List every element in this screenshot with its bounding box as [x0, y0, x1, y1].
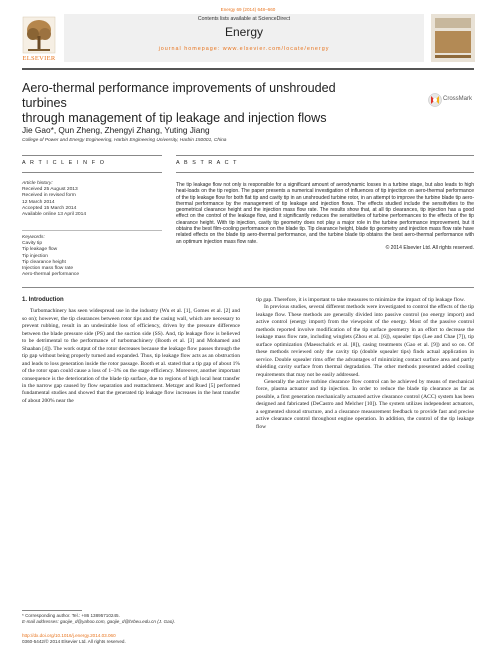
- affiliation: College of Power and Energy Engineering, Harbin Engineering University, Harbin 150001, China: [22, 138, 227, 143]
- info-rule-sep: [22, 230, 162, 231]
- body-paragraph: In previous studies, several different methods were investigated to control the effects of the tip leakage flow. These methods are generally divided into passive control (no energy import) and active control (energy import) from the viewpoint of the energy. Most of the passive control methods reported involve modification of the tip surface geometry in an effort to decrease the leakage mass flow rate, including winglets (Zhou et al. [6]), squealer tips (Lee and Chae [7]), tip surface optimization (Maesschalck et al. [8]), casing treatments (Gao et al. [9]) and so on. Of these methods reviewed only the cavity tip (double squealer tips) finds actual application in service. Double squealer rims offer the advantages of minimizing contact surface area and partly shielding cavity surface from thermal degradation. The other methods presented added cooling requirements that may not be easily addressed.: [256, 304, 474, 378]
- abstract-rule-mid: [176, 172, 474, 173]
- article-history: [22, 181, 162, 218]
- history-item: Received in revised form: [22, 193, 76, 199]
- abstract-heading: A B S T R A C T: [176, 160, 239, 166]
- keyword-item: Tip leakage flow: [22, 247, 58, 253]
- journal-cover-image: [431, 14, 475, 62]
- section-heading-introduction: 1. Introduction: [22, 297, 64, 303]
- journal-citation[interactable]: Energy 69 (2014) 648–660: [220, 7, 276, 12]
- journal-name: Energy: [224, 25, 264, 39]
- elsevier-logo: [22, 16, 56, 64]
- abstract-text: [176, 182, 474, 251]
- body-paragraph: tip gap. Therefore, it is important to take measures to minimize the impact of tip leakage flow.: [256, 297, 465, 303]
- abstract-rule-top: [176, 155, 474, 156]
- issn-line: 0360-5442/© 2014 Elsevier Ltd. All rights reserved.: [22, 638, 126, 644]
- header-rule: [22, 68, 474, 70]
- keyword-item: Injection mass flow rate: [22, 266, 74, 272]
- crossmark-badge[interactable]: [428, 92, 474, 108]
- crossmark-icon: [428, 93, 442, 107]
- email-note[interactable]: E-mail addresses: gaojie_d@yahoo.com, gaojie_d@hrbeu.edu.cn (J. Gao).: [22, 618, 176, 624]
- footnote-rule: [22, 610, 82, 611]
- history-item: Received 25 August 2013: [22, 187, 78, 193]
- keyword-item: Aero-thermal performance: [22, 272, 80, 278]
- history-item: Accepted 15 March 2014: [22, 205, 77, 211]
- front-matter-rule: [22, 287, 474, 288]
- copyright: © 2014 Elsevier Ltd. All rights reserved.: [385, 244, 474, 251]
- keywords-block: [22, 235, 162, 278]
- footnotes: [22, 613, 262, 625]
- body-column-right: [256, 297, 474, 431]
- history-label: Article history:: [22, 181, 53, 186]
- keyword-item: Tip injection: [22, 253, 48, 259]
- publisher-name: ELSEVIER: [22, 55, 56, 62]
- history-item: 12 March 2014: [22, 199, 55, 205]
- abstract-body: The tip leakage flow not only is responsible for a significant amount of aerodynamic losses in a turbine stage, but also leads to high heat-loads on the tip region. The paper presents a numerical investigation of influences of tip injection on aero-thermal performance of the tip leakage flow for both flat tip and cavity tip in an unshrouded turbine rotor, in an attempt to improve the turbine blade tip aero-thermal performance by the management of tip leakage and injection flows. The effects studied include the sensitivities to the geometrical clearance height and the injection mass flow rate. The results show that, at all tip clearances, tip injection has a good effect on the control of the leakage flow, and it significantly reduces the sensitivities of turbine performances to the effects of the tip clearance height. With tip injection, cavity tip geometry does not play a major role in the turbine performance improvement, but it obtains the best film-cooling performance on the blade tip. Tip clearance height, blade tip geometry and injection mass flow rate have related effects on the blade tip aero-thermal performance, and the turbine blade tip obtains the best aero-thermal performance with an optimum injection mass flow rate.: [176, 182, 474, 245]
- article-title: [22, 81, 382, 126]
- info-rule-mid: [22, 172, 162, 173]
- article-info-heading: A R T I C L E I N F O: [22, 160, 106, 166]
- body-column-left: [22, 297, 240, 405]
- body-paragraph: Turbomachinery has seen widespread use in the industry (Wu et al. [1], Gomes et al. [2] and so on); however, the tip clearances between rotor tips and the casing wall, which are necessary to prevent rubbing, result in an undesirable loss of efficiency, driven by the pressure difference between the blade pressure side (PS) and the suction side (SS). And, tip leakage flow is believed to be detrimental to the performance of turbomachinery (Booth et al. [3] and Mohamed and Shaaban [4]). The work output of the rotor decreases because the leakage flow passes through the tip gap without being properly turned and expanded. Thus, tip leakage flow acts as an obstruction and leads to loss generation inside the rotor passage. Booth et al. stated that a tip gap of about 1% of the rotor span could cause a loss of 1–3% on the stage efficiency. Moreover, another important consequence is the deterioration of the blade tip surface, due to regions of high local heat transfer in the narrow gap caused by flow separation and reattachment. Metzger and Rued [5] performed fundamental studies and showed that the generated tip leakage flow increases in the heat transfer of about 200% near the: [22, 308, 240, 404]
- journal-homepage[interactable]: journal homepage: www.elsevier.com/locate/energy: [158, 46, 330, 52]
- doi-block: [22, 633, 322, 645]
- keyword-item: Tip clearance height: [22, 259, 66, 265]
- title-line-2: through management of tip leakage and injection flows: [22, 111, 327, 125]
- crossmark-label: CrossMark: [443, 96, 473, 102]
- doi-link[interactable]: http://dx.doi.org/10.1016/j.energy.2014.03.060: [22, 633, 116, 638]
- keywords-label: Keywords:: [22, 235, 45, 240]
- keyword-item: Cavity tip: [22, 241, 43, 247]
- author-list[interactable]: Jie Gao*, Qun Zheng, Zhengyi Zhang, Yuting Jiang: [22, 125, 210, 135]
- body-paragraph: Generally the active turbine clearance flow control can be achieved by means of mechanical force, plasma actuator and tip injection. In order to reduce the blade tip clearance as far as possible, a first generation mechanically actuated active clearance control (ACC) system has been designed and fabricated (DeCastro and Melcher [10]). The system utilizes independent actuators, a segmented shroud structure, and a clearance measurement feedback to provide fast and precise active clearance control throughout engine operation. In addition, the control of the tip leakage flow: [256, 378, 474, 430]
- history-item: Available online 13 April 2014: [22, 212, 87, 218]
- corresponding-author-note: * Corresponding author. Tel.: +86 13895710245.: [22, 613, 120, 618]
- title-line-1: Aero-thermal performance improvements of unshrouded turbines: [22, 81, 336, 110]
- contents-available[interactable]: Contents lists available at ScienceDirect: [197, 16, 291, 22]
- info-rule-top: [22, 155, 162, 156]
